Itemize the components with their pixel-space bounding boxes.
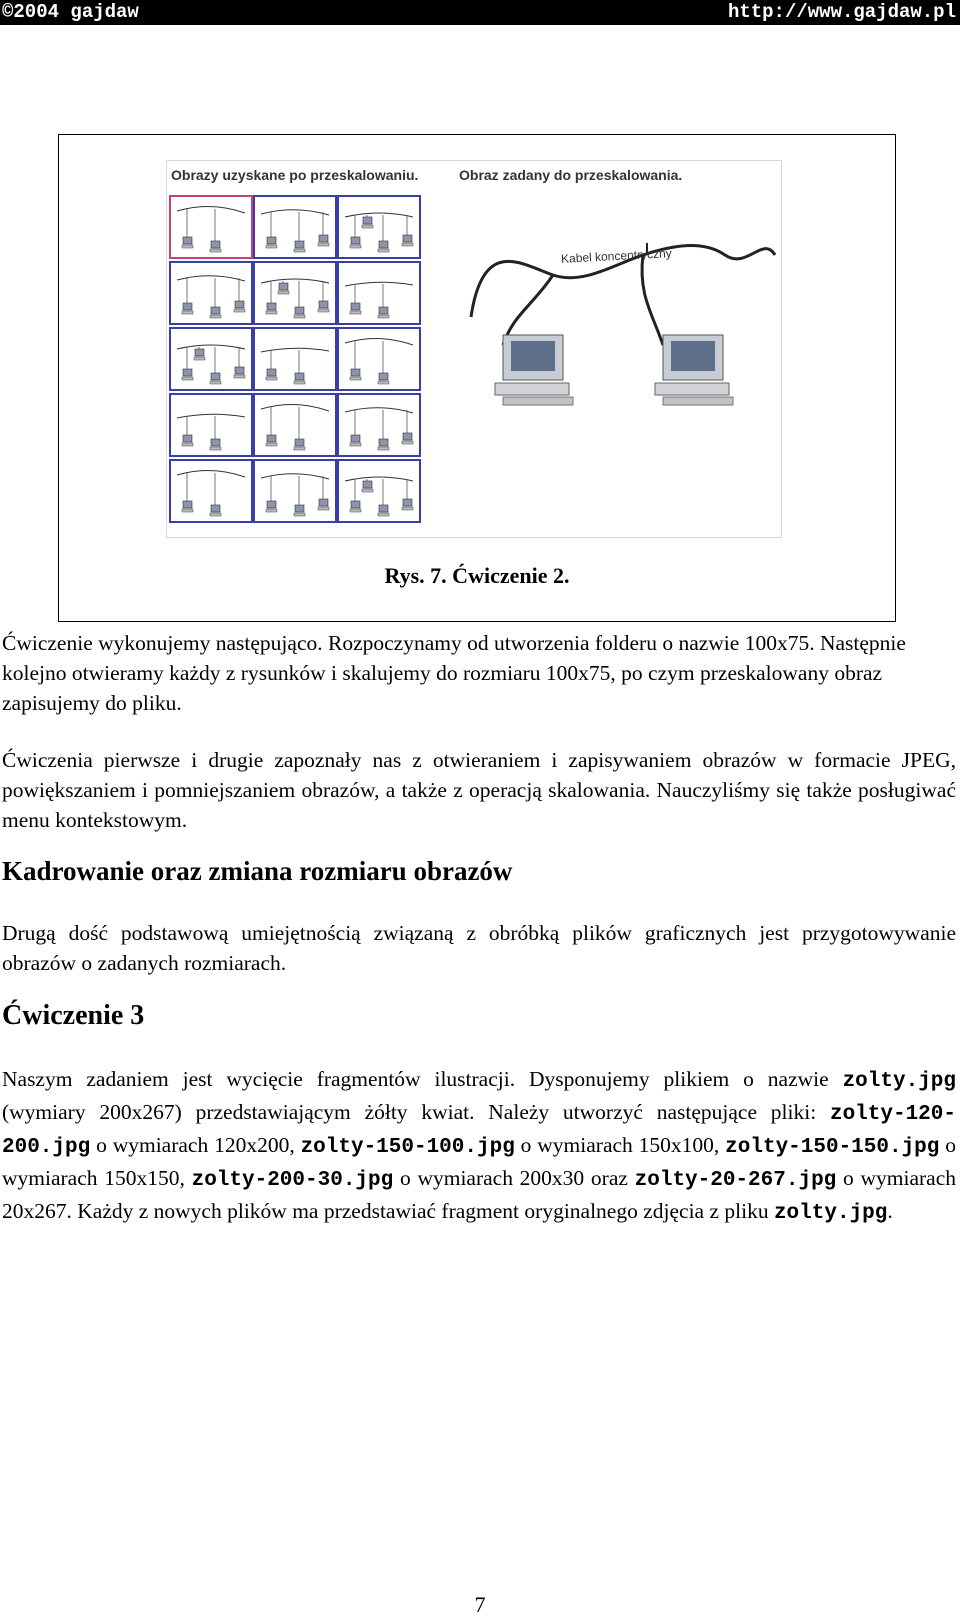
thumbnail-cell: [253, 393, 337, 457]
paragraph-4: Naszym zadaniem jest wycięcie fragmentów ilustracji. Dysponujemy plikiem o nazwie zolty.jpg (wymiary 200x267) przedstawiającym żółty kwiat. Należy utworzyć następujące pliki: zolty-120-200.jpg o wymiarach 120x200, zolty-150-100.jpg o wymiarach 150x100, zolty-150-150.jpg o wymiarach 150x150, zolty-200-30.jpg o wymiarach 200x30 oraz zolty-20-267.jpg o wymiarach 20x267. Każdy z nowych plików ma przedstawiać fragment oryginalnego zdjęcia z pliku zolty.jpg.: [2, 1067, 957, 1225]
figure-header-right: Obraz zadany do przeskalowania.: [459, 167, 683, 183]
thumbnail-cell: [169, 327, 253, 391]
thumbnail-cell: [253, 459, 337, 523]
figure-box: [58, 134, 896, 622]
computer-right-icon: [655, 335, 733, 405]
page-number: 7: [474, 1592, 486, 1617]
page-header-bar: [0, 0, 960, 25]
figure-header-left: Obrazy uzyskane po przeskalowaniu.: [171, 167, 419, 183]
paragraph-3: Drugą dość podstawową umiejętnością związaną z obróbką plików graficznych jest przygotowywanie obrazów o zadanych rozmiarach.: [2, 921, 956, 975]
thumbnail-cell: [169, 195, 253, 259]
filename-zolty-200-30: zolty-200-30.jpg: [191, 1169, 394, 1192]
thumbnail-cell: [253, 261, 337, 325]
coaxial-network-image: [463, 195, 777, 415]
thumbnail-cell: [337, 195, 421, 259]
filename-zolty-150-150: zolty-150-150.jpg: [725, 1136, 940, 1159]
paragraph-2: Ćwiczenia pierwsze i drugie zapoznały nas z otwieraniem i zapisywaniem obrazów w formacie JPEG, powiększaniem i pomniejszaniem obrazów, a także z operacją skalowania. Nauczyliśmy się także posługiwać menu kontekstowym.: [2, 748, 956, 832]
thumbnail-cell: [169, 393, 253, 457]
thumbnail-cell: [337, 459, 421, 523]
thumbnail-cell: [169, 459, 253, 523]
copyright-text: ©2004 gajdaw: [2, 1, 139, 23]
thumbnail-cell: [253, 195, 337, 259]
website-url: http://www.gajdaw.pl: [727, 1, 956, 23]
filename-zolty-final: zolty.jpg: [773, 1202, 888, 1225]
paragraph-1: Ćwiczenie wykonujemy następująco. Rozpoczynamy od utworzenia folderu o nazwie 100x75. Następnie kolejno otwieramy każdy z rysunków i skalujemy do rozmiaru 100x75, po czym przeskalowany obraz zapisujemy do pliku.: [2, 631, 906, 715]
computer-left-icon: [495, 335, 573, 405]
filename-zolty-20-267: zolty-20-267.jpg: [634, 1169, 837, 1192]
filename-zolty-150-100: zolty-150-100.jpg: [300, 1136, 515, 1159]
thumbnail-cell: [337, 261, 421, 325]
thumbnail-cell: [337, 327, 421, 391]
thumbnail-grid: [169, 195, 457, 532]
exercise-heading: Ćwiczenie 3: [2, 1000, 145, 1031]
cable-label: Kabel koncentryczny: [560, 246, 673, 266]
figure-caption: Rys. 7. Ćwiczenie 2.: [384, 563, 570, 588]
thumbnail-cell: [169, 261, 253, 325]
figure-screenshot: [166, 160, 782, 538]
filename-zolty: zolty.jpg: [842, 1070, 956, 1093]
thumbnail-cell: [253, 327, 337, 391]
section-heading: Kadrowanie oraz zmiana rozmiaru obrazów: [2, 856, 513, 886]
thumbnail-cell: [337, 393, 421, 457]
filename-zolty-120-200: zolty-120-200.jpg: [2, 1103, 956, 1159]
